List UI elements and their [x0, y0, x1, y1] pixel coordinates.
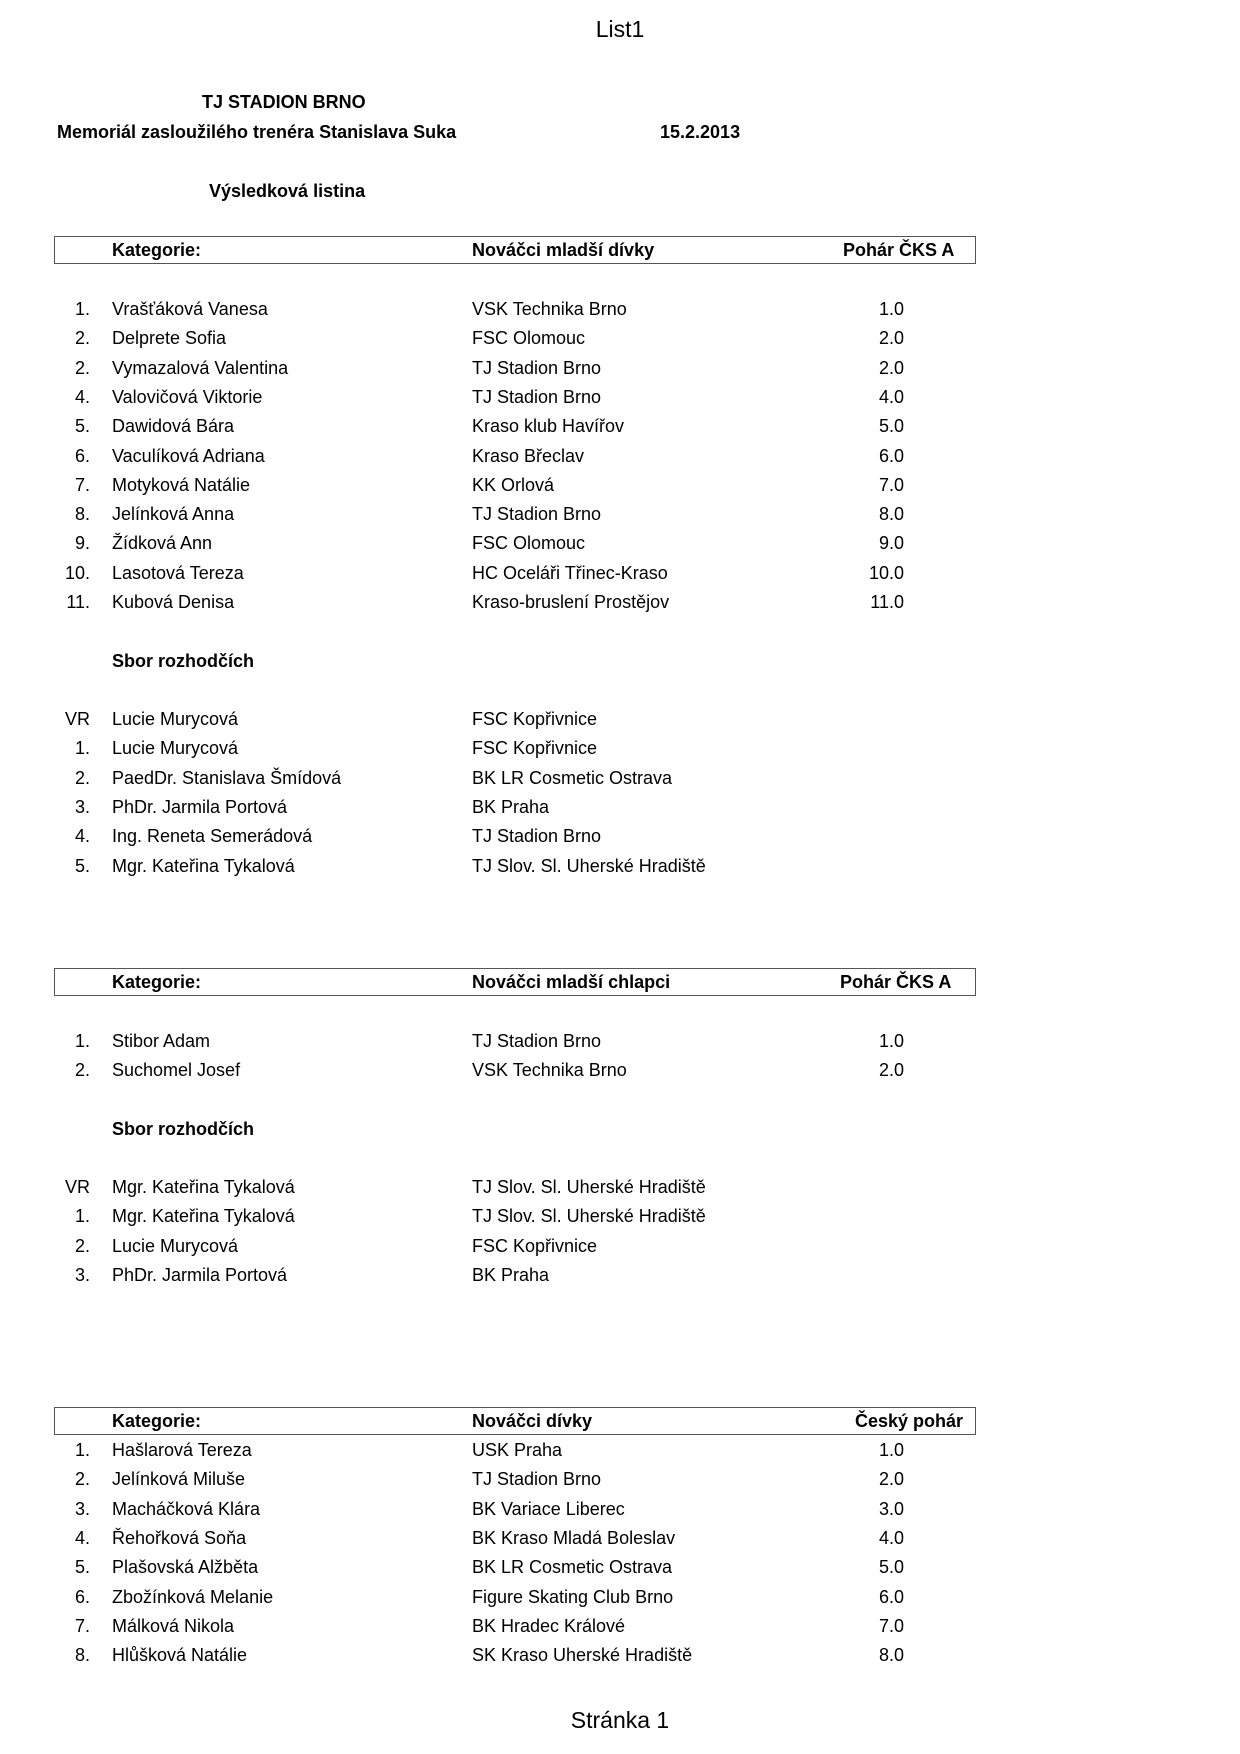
- name-cell: Mgr. Kateřina Tykalová: [112, 855, 295, 876]
- place-cell: 9.: [74, 533, 90, 554]
- page-footer: Stránka 1: [570, 1707, 670, 1733]
- score-cell: 5.0: [878, 416, 904, 437]
- place-cell: 1.: [74, 1440, 90, 1460]
- result-row: [0, 563, 1240, 592]
- result-row: [0, 1616, 1240, 1645]
- name-cell: PhDr. Jarmila Portová: [112, 1264, 288, 1285]
- place-cell: 3.: [74, 1498, 90, 1519]
- club-cell: FSC Kopřivnice: [472, 1235, 598, 1256]
- judge-row: [0, 768, 1240, 797]
- name-cell: Jelínková Anna: [112, 504, 235, 525]
- category-name: Nováčci mladší chlapci: [472, 972, 671, 992]
- name-cell: Macháčková Klára: [112, 1498, 261, 1519]
- judges-title: Sbor rozhodčích: [112, 1119, 255, 1139]
- result-row: [0, 328, 1240, 357]
- role-cell: 5.: [74, 855, 90, 876]
- club-cell: Figure Skating Club Brno: [472, 1586, 674, 1607]
- club-cell: BK Hradec Králové: [472, 1615, 626, 1636]
- place-cell: 1.: [74, 1031, 90, 1051]
- score-cell: 11.0: [870, 592, 904, 612]
- result-row: [0, 387, 1240, 416]
- place-cell: 2.: [74, 1060, 90, 1081]
- place-cell: 5.: [74, 416, 90, 437]
- club-cell: HC Oceláři Třinec-Kraso: [472, 562, 668, 583]
- score-cell: 6.0: [878, 1586, 904, 1607]
- name-cell: Zbožínková Melanie: [112, 1586, 274, 1607]
- club-cell: TJ Stadion Brno: [472, 1031, 602, 1051]
- list-title: Výsledková listina: [209, 181, 366, 201]
- category-label: Kategorie:: [112, 972, 202, 992]
- club-cell: BK Praha: [472, 796, 550, 817]
- result-row: [0, 1645, 1240, 1674]
- category-header-row: [0, 972, 1240, 1001]
- name-cell: Mgr. Kateřina Tykalová: [112, 1206, 295, 1227]
- sheet-title: List1: [595, 16, 645, 42]
- judge-row: [0, 826, 1240, 855]
- event-date: 15.2.2013: [660, 122, 741, 142]
- category-name: Nováčci mladší dívky: [472, 240, 655, 260]
- judge-row: [0, 1265, 1240, 1294]
- role-cell: 1.: [74, 738, 90, 759]
- category-name: Nováčci dívky: [472, 1411, 593, 1431]
- score-cell: 4.0: [878, 386, 904, 407]
- name-cell: Valovičová Viktorie: [112, 386, 263, 407]
- result-row: [0, 1499, 1240, 1528]
- score-cell: 1.0: [878, 1031, 904, 1051]
- club-cell: FSC Olomouc: [472, 533, 586, 554]
- name-cell: Málková Nikola: [112, 1615, 235, 1636]
- result-row: [0, 1031, 1240, 1060]
- result-row: [0, 1587, 1240, 1616]
- name-cell: Kubová Denisa: [112, 592, 235, 612]
- score-cell: 5.0: [878, 1557, 904, 1578]
- place-cell: 8.: [74, 1645, 90, 1666]
- organization-title: TJ STADION BRNO: [202, 92, 366, 112]
- result-row: [0, 446, 1240, 475]
- place-cell: 6.: [74, 1586, 90, 1607]
- result-row: [0, 1469, 1240, 1498]
- club-cell: TJ Stadion Brno: [472, 826, 602, 847]
- result-row: [0, 592, 1240, 621]
- judge-row: [0, 738, 1240, 767]
- club-cell: KK Orlová: [472, 474, 555, 495]
- judge-row: [0, 856, 1240, 885]
- place-cell: 1.: [74, 299, 90, 319]
- club-cell: USK Praha: [472, 1440, 563, 1460]
- name-cell: Suchomel Josef: [112, 1060, 241, 1081]
- name-cell: Vaculíková Adriana: [112, 445, 265, 466]
- place-cell: 5.: [74, 1557, 90, 1578]
- judges-title: Sbor rozhodčích: [112, 651, 255, 671]
- club-cell: TJ Stadion Brno: [472, 386, 602, 407]
- score-cell: 1.0: [878, 1440, 904, 1460]
- score-cell: 2.0: [878, 328, 904, 349]
- result-row: [0, 1528, 1240, 1557]
- score-cell: 10.0: [868, 562, 904, 583]
- club-cell: Kraso Břeclav: [472, 445, 585, 466]
- name-cell: Řehořková Soňa: [112, 1527, 247, 1548]
- club-cell: Kraso-bruslení Prostějov: [472, 592, 670, 612]
- judge-row: [0, 797, 1240, 826]
- club-cell: SK Kraso Uherské Hradiště: [472, 1645, 693, 1666]
- club-cell: TJ Stadion Brno: [472, 357, 602, 378]
- result-row: [0, 358, 1240, 387]
- result-row: [0, 1557, 1240, 1586]
- name-cell: Jelínková Miluše: [112, 1469, 246, 1490]
- name-cell: PhDr. Jarmila Portová: [112, 796, 288, 817]
- club-cell: TJ Slov. Sl. Uherské Hradiště: [472, 1177, 706, 1197]
- score-cell: 6.0: [878, 445, 904, 466]
- place-cell: 4.: [74, 386, 90, 407]
- name-cell: Vrašťáková Vanesa: [112, 299, 268, 319]
- category-header-row: [0, 1411, 1240, 1440]
- role-cell: 2.: [74, 767, 90, 788]
- role-cell: 4.: [74, 826, 90, 847]
- name-cell: Dawidová Bára: [112, 416, 235, 437]
- club-cell: VSK Technika Brno: [472, 1060, 627, 1081]
- category-cup: Pohár ČKS A: [840, 972, 952, 992]
- place-cell: 6.: [74, 445, 90, 466]
- score-cell: 9.0: [878, 533, 904, 554]
- score-cell: 8.0: [878, 504, 904, 525]
- place-cell: 2.: [74, 1469, 90, 1490]
- club-cell: BK LR Cosmetic Ostrava: [472, 1557, 673, 1578]
- judge-row: [0, 1177, 1240, 1206]
- role-cell: VR: [64, 709, 90, 729]
- club-cell: FSC Kopřivnice: [472, 738, 598, 759]
- name-cell: Lucie Murycová: [112, 709, 239, 729]
- place-cell: 7.: [74, 1615, 90, 1636]
- result-row: [0, 416, 1240, 445]
- place-cell: 7.: [74, 474, 90, 495]
- score-cell: 3.0: [878, 1498, 904, 1519]
- name-cell: Hlůšková Natálie: [112, 1645, 248, 1666]
- club-cell: TJ Stadion Brno: [472, 1469, 602, 1490]
- name-cell: Lucie Murycová: [112, 1235, 239, 1256]
- score-cell: 8.0: [878, 1645, 904, 1666]
- result-row: [0, 504, 1240, 533]
- score-cell: 4.0: [878, 1527, 904, 1548]
- result-row: [0, 475, 1240, 504]
- club-cell: BK Kraso Mladá Boleslav: [472, 1527, 676, 1548]
- result-row: [0, 533, 1240, 562]
- club-cell: TJ Stadion Brno: [472, 504, 602, 525]
- name-cell: Motyková Natálie: [112, 474, 251, 495]
- place-cell: 8.: [74, 504, 90, 525]
- judge-row: [0, 1236, 1240, 1265]
- score-cell: 7.0: [878, 1615, 904, 1636]
- club-cell: BK LR Cosmetic Ostrava: [472, 767, 673, 788]
- club-cell: BK Variace Liberec: [472, 1498, 625, 1519]
- name-cell: Vymazalová Valentina: [112, 357, 289, 378]
- club-cell: FSC Olomouc: [472, 328, 586, 349]
- role-cell: 1.: [74, 1206, 90, 1227]
- result-row: [0, 1440, 1240, 1469]
- name-cell: Lasotová Tereza: [112, 562, 244, 583]
- club-cell: Kraso klub Havířov: [472, 416, 625, 437]
- club-cell: FSC Kopřivnice: [472, 709, 598, 729]
- result-row: [0, 299, 1240, 328]
- event-title: Memoriál zasloužilého trenéra Stanislava Suka: [57, 122, 457, 142]
- score-cell: 2.0: [878, 1469, 904, 1490]
- name-cell: Hašlarová Tereza: [112, 1440, 252, 1460]
- role-cell: 3.: [74, 796, 90, 817]
- score-cell: 2.0: [878, 1060, 904, 1081]
- score-cell: 1.0: [878, 299, 904, 319]
- category-label: Kategorie:: [112, 240, 202, 260]
- club-cell: TJ Slov. Sl. Uherské Hradiště: [472, 855, 706, 876]
- club-cell: TJ Slov. Sl. Uherské Hradiště: [472, 1206, 706, 1227]
- place-cell: 10.: [64, 562, 90, 583]
- name-cell: Lucie Murycová: [112, 738, 239, 759]
- place-cell: 2.: [74, 328, 90, 349]
- category-cup: Český pohár: [855, 1411, 964, 1431]
- judge-row: [0, 709, 1240, 738]
- result-row: [0, 1060, 1240, 1089]
- name-cell: Mgr. Kateřina Tykalová: [112, 1177, 295, 1197]
- place-cell: 4.: [74, 1527, 90, 1548]
- place-cell: 11.: [66, 592, 90, 612]
- category-cup: Pohár ČKS A: [843, 240, 955, 260]
- place-cell: 2.: [74, 357, 90, 378]
- role-cell: VR: [64, 1177, 90, 1197]
- category-header-row: [0, 240, 1240, 269]
- judge-row: [0, 1206, 1240, 1235]
- role-cell: 2.: [74, 1235, 90, 1256]
- name-cell: Stibor Adam: [112, 1031, 211, 1051]
- name-cell: PaedDr. Stanislava Šmídová: [112, 767, 342, 788]
- category-label: Kategorie:: [112, 1411, 202, 1431]
- score-cell: 2.0: [878, 357, 904, 378]
- club-cell: BK Praha: [472, 1264, 550, 1285]
- name-cell: Delprete Sofia: [112, 328, 227, 349]
- score-cell: 7.0: [878, 474, 904, 495]
- role-cell: 3.: [74, 1264, 90, 1285]
- name-cell: Žídková Ann: [112, 533, 213, 554]
- club-cell: VSK Technika Brno: [472, 299, 627, 319]
- name-cell: Ing. Reneta Semerádová: [112, 826, 313, 847]
- name-cell: Plašovská Alžběta: [112, 1557, 259, 1578]
